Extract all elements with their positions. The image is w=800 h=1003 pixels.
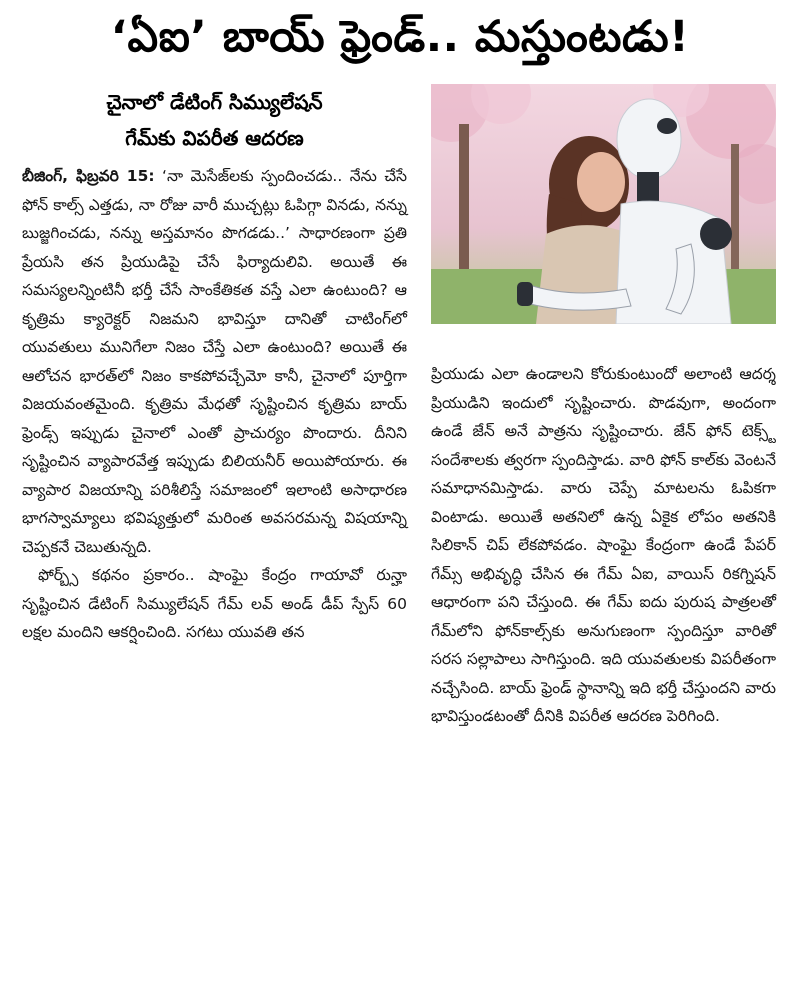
body-paragraph-1: [22, 162, 407, 561]
dateline: బీజింగ్, ఫిబ్రవరి 15:: [22, 167, 155, 185]
subheadline-line-1: చైనాలో డేటింగ్ సిమ్యులేషన్: [106, 90, 323, 114]
woman-embracing-robot-photo: [431, 84, 776, 324]
robot-hug-illustration: [431, 84, 776, 324]
body-paragraph-3: ప్రియుడు ఎలా ఉండాలని కోరుకుంటుందో అలాంటి ఆదర్శ ప్రియుడిని ఇందులో సృష్టించారు. పొడవుగా, అందంగా ఉండే జేన్ అనే పాత్రను సృష్టించారు. జేన్ ఫోన్ టెక్స్ట్ సందేశాలకు త్వరగా స్పందిస్తాడు. వారి ఫోన్ కాల్‌కు వెంటనే సమాధానమిస్తాడు. వారు చెప్పే మాటలను ఓపికగా వింటాడు. అయితే అతనిలో ఉన్న ఏకైక లోపం అతనికి సిలికాన్ చిప్ లేకపోవడం. షాంఘై కేంద్రంగా ఉండే పేపర్ గేమ్స్ అభివృద్ధి చేసిన ఈ గేమ్ ఏఐ, వాయిస్ రికగ్నిషన్ ఆధారంగా పని చేస్తుంది. ఈ గేమ్ ఐదు పురుష పాత్రలతో గేమ్‌లోని ఫోన్‌కాల్స్‌కు అనుగుణంగా స్పందిస్తూ వారితో సరస సల్లాపాలు సాగిస్తుంది. ఇది యువతులకు విపరీతంగా నచ్చేసింది. బాయ్ ఫ్రెండ్ స్థానాన్ని ఇది భర్తీ చేస్తుందని వారు భావిస్తుండటంతో దీనికి విపరీత ఆదరణ పెరిగింది.: [431, 365, 776, 725]
subheadline-line-2: గేమ్‌కు విపరీత ఆదరణ: [125, 126, 304, 150]
body-text-1: ‘నా మెసేజ్‌లకు స్పందించడు.. నేను చేసే ఫోన్ కాల్స్ ఎత్తడు, నా రోజు వారీ ముచ్చట్లు ఓపిగ్గా వినడు, నన్ను బుజ్జగించడు, నన్ను అస్తమానం పొగడడు..’ సాధారణంగా ప్రతి ప్రేయసి తన ప్రియుడిపై చేసే ఫిర్యాదులివి. అయితే ఈ సమస్యలన్నింటినీ భర్తీ చేసే సాంకేతికత వస్తే ఎలా ఉంటుంది? ఆ కృత్రిమ క్యారెక్టర్ నిజమని భావిస్తూ దానితో చాటింగ్‌లో యువతులు మునిగేలా నిజం చేస్తే ఎలా ఉంటుంది? అయితే ఈ ఆలోచన భారత్‌లో నిజం కాకపోవచ్చేమో కానీ, చైనాలో పూర్తిగా విజయవంతమైంది. కృత్రిమ మేధతో సృష్టించిన కృత్రిమ బాయ్ ఫ్రెండ్స్ ఇప్పుడు చైనాలో ఎంతో ప్రాచుర్యం పొందారు. దీనిని సృష్టించిన వ్యాపారవేత్త ఇప్పుడు బిలియనీర్ అయిపోయారు. ఈ వ్యాపార విజయాన్ని పరిశీలిస్తే సమాజంలో ఇలాంటి అసాధారణ భాగస్వామ్యాలు భవిష్యత్తులో మరింత అవసరమన్న విషయాన్ని చెప్పకనే చెబుతున్నది.: [22, 167, 408, 556]
subheadline: [22, 84, 407, 156]
headline: ‘ఏఐ’ బాయ్ ఫ్రెండ్.. మస్తుంటడు!: [110, 12, 690, 62]
body-paragraph-2: ఫోర్బ్స్ కథనం ప్రకారం.. షాంఘై కేంద్రం గాయావో రున్హా సృష్టించిన డేటింగ్ సిమ్యులేషన్ గేమ్ లవ్ అండ్ డీప్ స్పేస్ 60 లక్షల మందిని ఆకర్షించింది. సగటు యువతి తన: [22, 566, 407, 641]
article-columns: [22, 84, 778, 731]
left-column: [22, 84, 407, 731]
right-column: [431, 84, 776, 731]
